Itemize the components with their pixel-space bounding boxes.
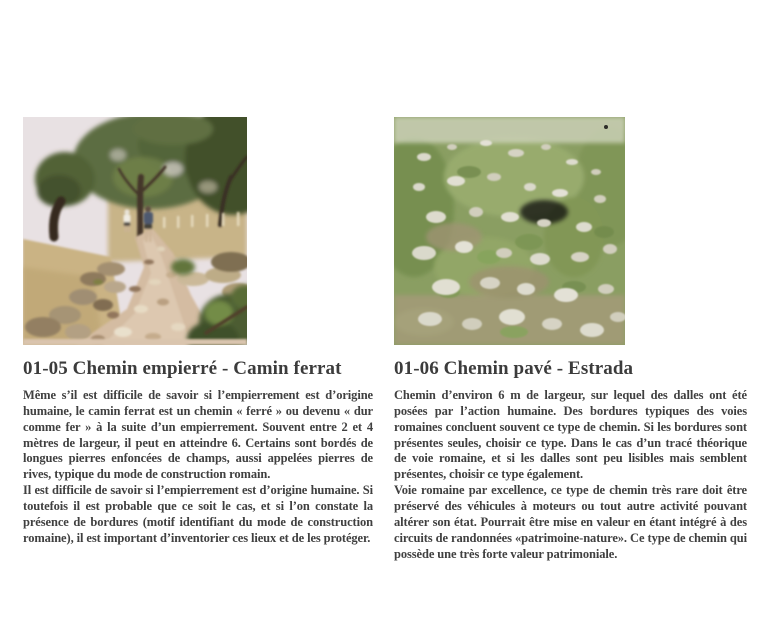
section-chemin-pave xyxy=(394,117,747,563)
section-body xyxy=(23,388,373,547)
paragraph: Même s’il est difficile de savoir si l’empierrement est d’origine humaine, le camin ferrat est un chemin « ferré » ou devenu « dur comme fer » à la suite d’un empierrement. Souvent entre 2 et 4 mètres de largeur, il peut en atteindre 6. Certains sont bordés de longues pierres enfoncées de champs, aussi appelées pierres de rives, typique du mode de construction romain. xyxy=(23,387,373,482)
section-chemin-empierre xyxy=(23,117,373,547)
section-heading: 01-06 Chemin pavé - Estrada xyxy=(394,358,634,379)
paragraph: Il est difficile de savoir si l’empierrement est d’origine humaine. Si toutefois il est probable que ce soit le cas, et si l’on constate la présence de bordures (motif identifiant du mode de construction romaine), il est important d’inventorier ces lieux et de les protéger. xyxy=(23,483,373,545)
photo-chemin-pave xyxy=(394,117,625,345)
paragraph: Voie romaine par excellence, ce type de chemin très rare doit être préservé des véhicules à moteurs ou tout autre activité pouvant altérer son état. Pourrait être mise en valeur en étant intégré à des circuits de randonnées «patrimoine-nature». Ce type de chemin qui possède une très forte valeur patrimoniale. xyxy=(394,483,747,561)
photo-chemin-empierre-svg xyxy=(23,117,247,345)
section-body xyxy=(394,388,747,563)
photo-chemin-pave-svg xyxy=(394,117,625,345)
section-heading: 01-05 Chemin empierré - Camin ferrat xyxy=(23,358,342,379)
paragraph: Chemin d’environ 6 m de largeur, sur lequel des dalles ont été posées par l’action humaine. Des bordures typiques des voies romaines concluent souvent ce type de chemin. Si les bordures sont présentes seules, choisir ce type. Dans le cas d’un tracé théorique de voie romaine, et si les dalles sont peu lisibles mais semblent présentes, choisir ce type également. xyxy=(394,387,747,482)
photo-chemin-empierre xyxy=(23,117,247,345)
